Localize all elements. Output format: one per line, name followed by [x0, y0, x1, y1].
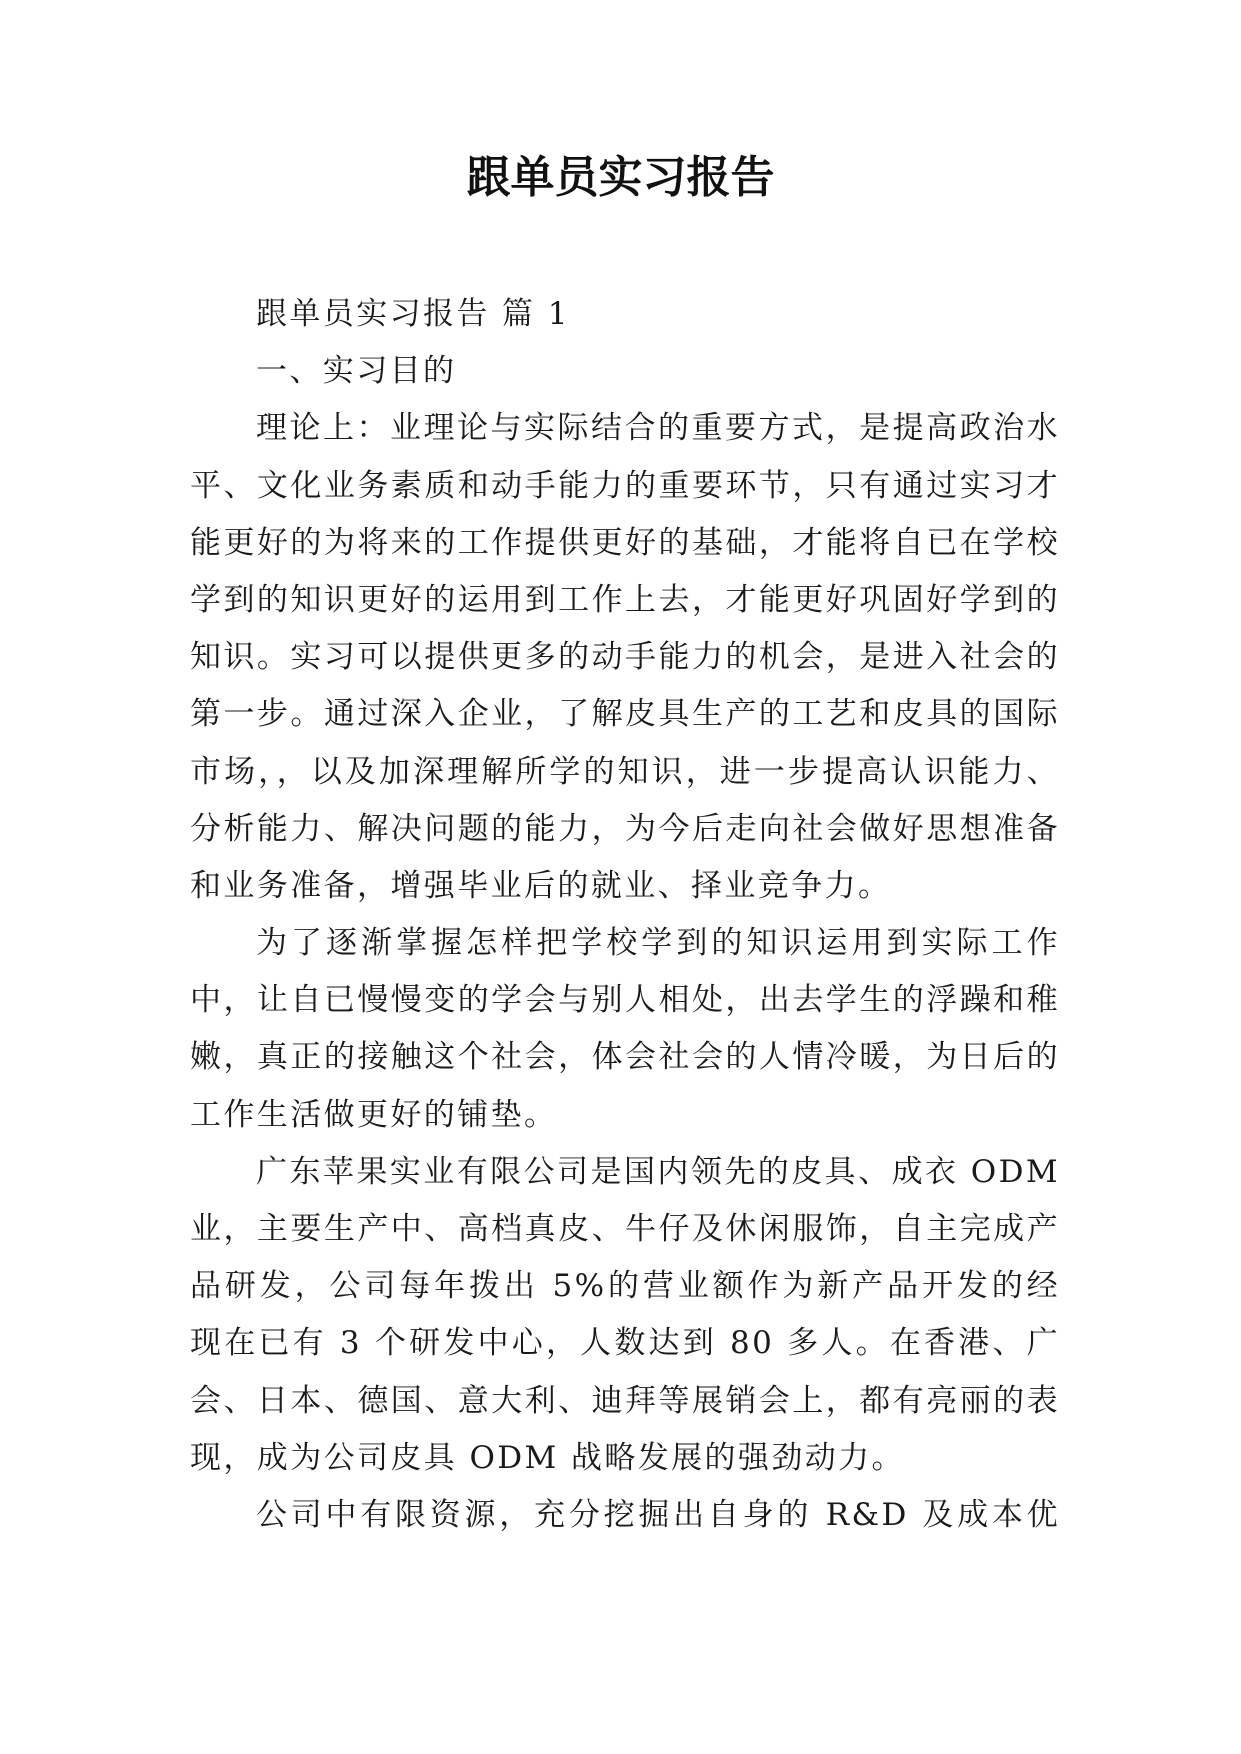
text-line: 跟单员实习报告 篇 1 — [256, 296, 570, 332]
text-line: 和业务准备，增强毕业后的就业、择业竞争力。 — [190, 867, 892, 904]
text-line: 业，主要生产中、高档真皮、牛仔及休闲服饰，自主完成产 — [190, 1211, 1060, 1247]
text-line: 第一步。通过深入企业，了解皮具生产的工艺和皮具的国际 — [190, 696, 1060, 733]
text-line: 公司中有限资源，充分挖掘出自身的 R&D 及成本优 — [256, 1496, 1060, 1533]
text-line: 工作生活做更好的铺垫。 — [190, 1096, 558, 1133]
text-line: 一、实习目的 — [256, 353, 457, 390]
text-line: 能更好的为将来的工作提供更好的基础，才能将自已在学校 — [190, 524, 1060, 561]
text-line: 广东苹果实业有限公司是国内领先的皮具、成衣 ODM — [256, 1153, 1060, 1190]
text-line: 品研发，公司每年拨出 5%的营业额作为新产品开发的经 — [190, 1268, 1060, 1305]
text-line: 知识。实习可以提供更多的动手能力的机会，是进入社会的 — [190, 639, 1060, 676]
text-line: 理论上：业理论与实际结合的重要方式，是提高政治水 — [256, 410, 1060, 447]
text-line: 市场，，以及加深理解所学的知识，进一步提高认识能力、 — [190, 753, 1060, 790]
text-line: 现在已有 3 个研发中心，人数达到 80 多人。在香港、广 — [190, 1325, 1060, 1362]
text-line: 平、文化业务素质和动手能力的重要环节，只有通过实习才 — [190, 467, 1060, 504]
text-line: 中，让自已慢慢变的学会与别人相处，出去学生的浮躁和稚 — [190, 982, 1060, 1019]
text-line: 嫩，真正的接触这个社会，体会社会的人情冷暖，为日后的 — [190, 1039, 1060, 1076]
text-line: 学到的知识更好的运用到工作上去，才能更好巩固好学到的 — [190, 581, 1060, 618]
document-title: 跟单员实习报告 — [466, 152, 775, 203]
document-body — [190, 286, 1060, 1544]
text-line: 会、日本、德国、意大利、迪拜等展销会上，都有亮丽的表 — [190, 1382, 1060, 1419]
text-line: 现，成为公司皮具 ODM 战略发展的强劲动力。 — [190, 1439, 905, 1476]
text-line: 为了逐渐掌握怎样把学校学到的知识运用到实际工作 — [256, 925, 1060, 962]
text-line: 分析能力、解决问题的能力，为今后走向社会做好思想准备 — [190, 810, 1060, 847]
